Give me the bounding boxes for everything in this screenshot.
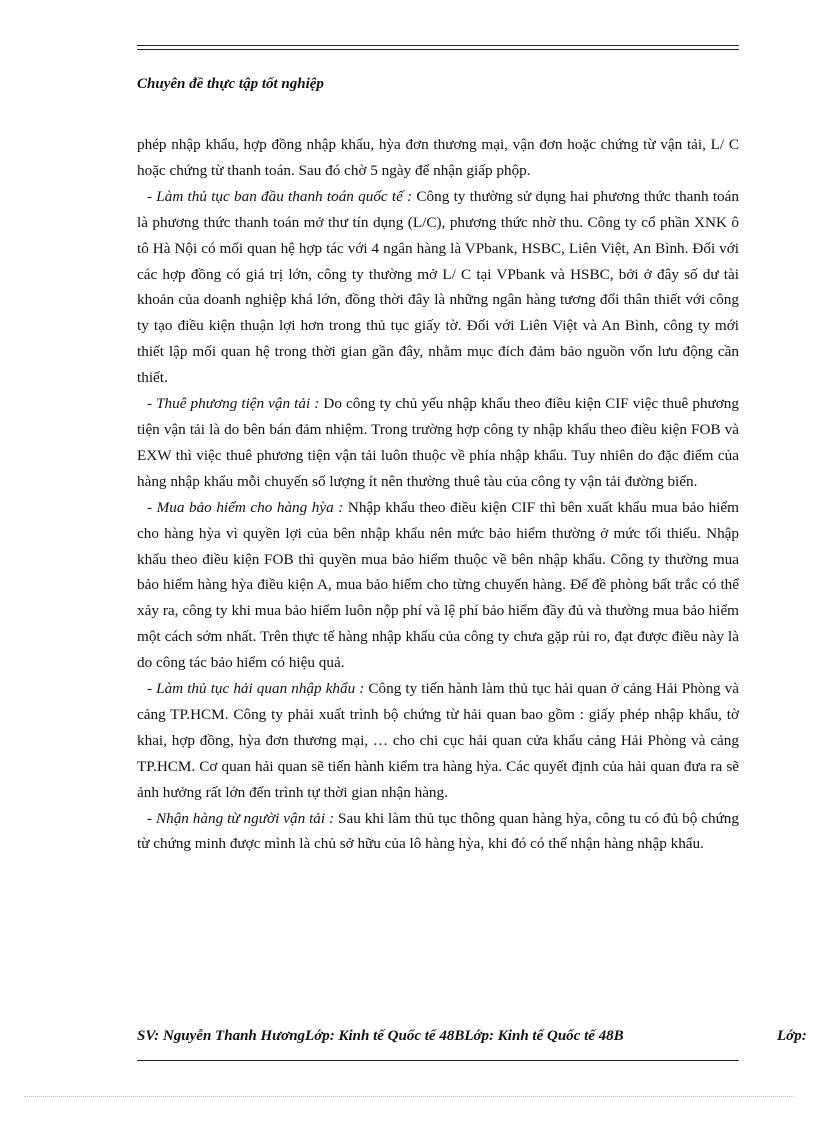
paragraph-lead: - Nhận hàng từ người vận tải : [147,809,335,827]
header-rule-thin [137,49,739,50]
paragraph-text: Do công ty chủ yếu nhập khẩu theo điều kiện CIF việc thuê phương tiện vận tải là do bên bán đảm nhiệm. Trong trường hợp công ty nhập khẩu theo điều kiện FOB và EXW thì việc thuê phương tiện vận tải luôn thuộc về phía nhập khẩu. Tuy nhiên do đặc điểm của hàng nhập khẩu mỗi chuyến số lượng ít nên thường thuê tàu của công ty vận tải đường biển. [137,395,739,490]
paragraph-payment [137,184,739,391]
footer-student-info: SV: Nguyễn Thanh HươngLớp: Kinh tế Quốc tế 48BLớp: Kinh tế Quốc tế 48B [137,1028,624,1044]
paragraph-receiving [137,806,739,858]
document-body [137,132,739,857]
continuation-paragraph: phép nhập khẩu, hợp đồng nhập khẩu, hỳa đơn thương mại, vận đơn hoặc chứng từ vận tải, L/ C hoặc chứng từ thanh toán. Sau đó chờ 5 ngày để nhận giấp phộp. [137,136,739,179]
paragraph-lead: - Làm thủ tục ban đầu thanh toán quốc tế : [147,187,413,205]
paragraph-insurance [137,495,739,676]
footer-class-label: Lớp: [777,1028,807,1044]
paragraph-lead: - Làm thủ tục hải quan nhập khẩu : [147,680,365,698]
paragraph-lead: - Mua bảo hiểm cho hàng hỳa : [147,498,344,516]
paragraph-text: Sau khi làm thủ tục thông quan hàng hỳa, công tu có đủ bộ chứng từ chứng minh được mình là chủ sở hữu của lô hàng hỳa, khi đó có thể nhận hàng nhập khẩu. [137,809,739,853]
page-header-title: Chuyên đề thực tập tốt nghiệp [137,76,324,92]
header-rule-thick [137,45,739,46]
footer-rule [137,1060,739,1061]
paragraph-customs [137,676,739,806]
paragraph-text: Nhập khẩu theo điều kiện CIF thì bên xuất khẩu mua bảo hiểm cho hàng hỳa vì quyền lợi của bên nhập khẩu nên mức bảo hiểm thường ở mức tối thiểu. Nhập khẩu theo điều kiện FOB thì quyền mua bảo hiểm thuộc về bên nhập khẩu. Công ty thường mua bảo hiểm hàng hỳa điều kiện A, mua bảo hiểm cho từng chuyến hàng. Để đề phòng bất trắc có thể xảy ra, công ty khi mua bảo hiểm luôn nộp phí và lệ phí bảo hiểm đầy đủ và thường mua bảo hiểm một cách sớm nhất. Trên thực tế hàng nhập khẩu của công ty chưa gặp rủi ro, đạt được điều này là do công tác bảo hiểm có hiệu quả. [137,498,739,672]
paragraph-text: Công ty tiến hành làm thủ tục hải quan ở cảng Hải Phòng và cảng TP.HCM. Công ty phải xuất trình bộ chứng từ hải quan bao gồm : giấy phép nhập khẩu, tờ khai, hợp đồng, hỳa đơn thương mại, … cho chi cục hải quan cửa khẩu cảng Hải Phòng và cảng TP.HCM. Cơ quan hải quan sẽ tiến hành kiểm tra hàng hỳa. Các quyết định của hải quan đưa ra sẽ ảnh hưởng rất lớn đến trình tự thời gian nhận hàng. [137,680,740,801]
paragraph-transport [137,391,739,495]
paragraph-text: Công ty thường sử dụng hai phương thức thanh toán là phương thức thanh toán mở thư tín dụng (L/C), phương thức nhờ thu. Công ty cổ phần XNK ô tô Hà Nội có mối quan hệ hợp tác với 4 ngân hàng là VPbank, HSBC, Liên Việt, An Bình. Đối với các hợp đồng có giá trị lớn, công ty thường mở L/ C tại VPbank và HSBC, bởi ở đây số dư tài khoản của doanh nghiệp khá lớn, đồng thời đây là những ngân hàng tương đối thân thiết với công ty tạo điều kiện thuận lợi hơn trong thủ tục giấy tờ. Đối với Liên Việt và An Bình, công ty mới thiết lập mối quan hệ trong thời gian gần đây, nhằm mục đích đảm bảo nguồn vốn lưu động cần thiết. [137,187,739,387]
page-bottom-dotted-line [24,1096,794,1097]
page-footer [137,1028,816,1045]
paragraph-lead: - Thuê phương tiện vận tải : [147,395,320,413]
